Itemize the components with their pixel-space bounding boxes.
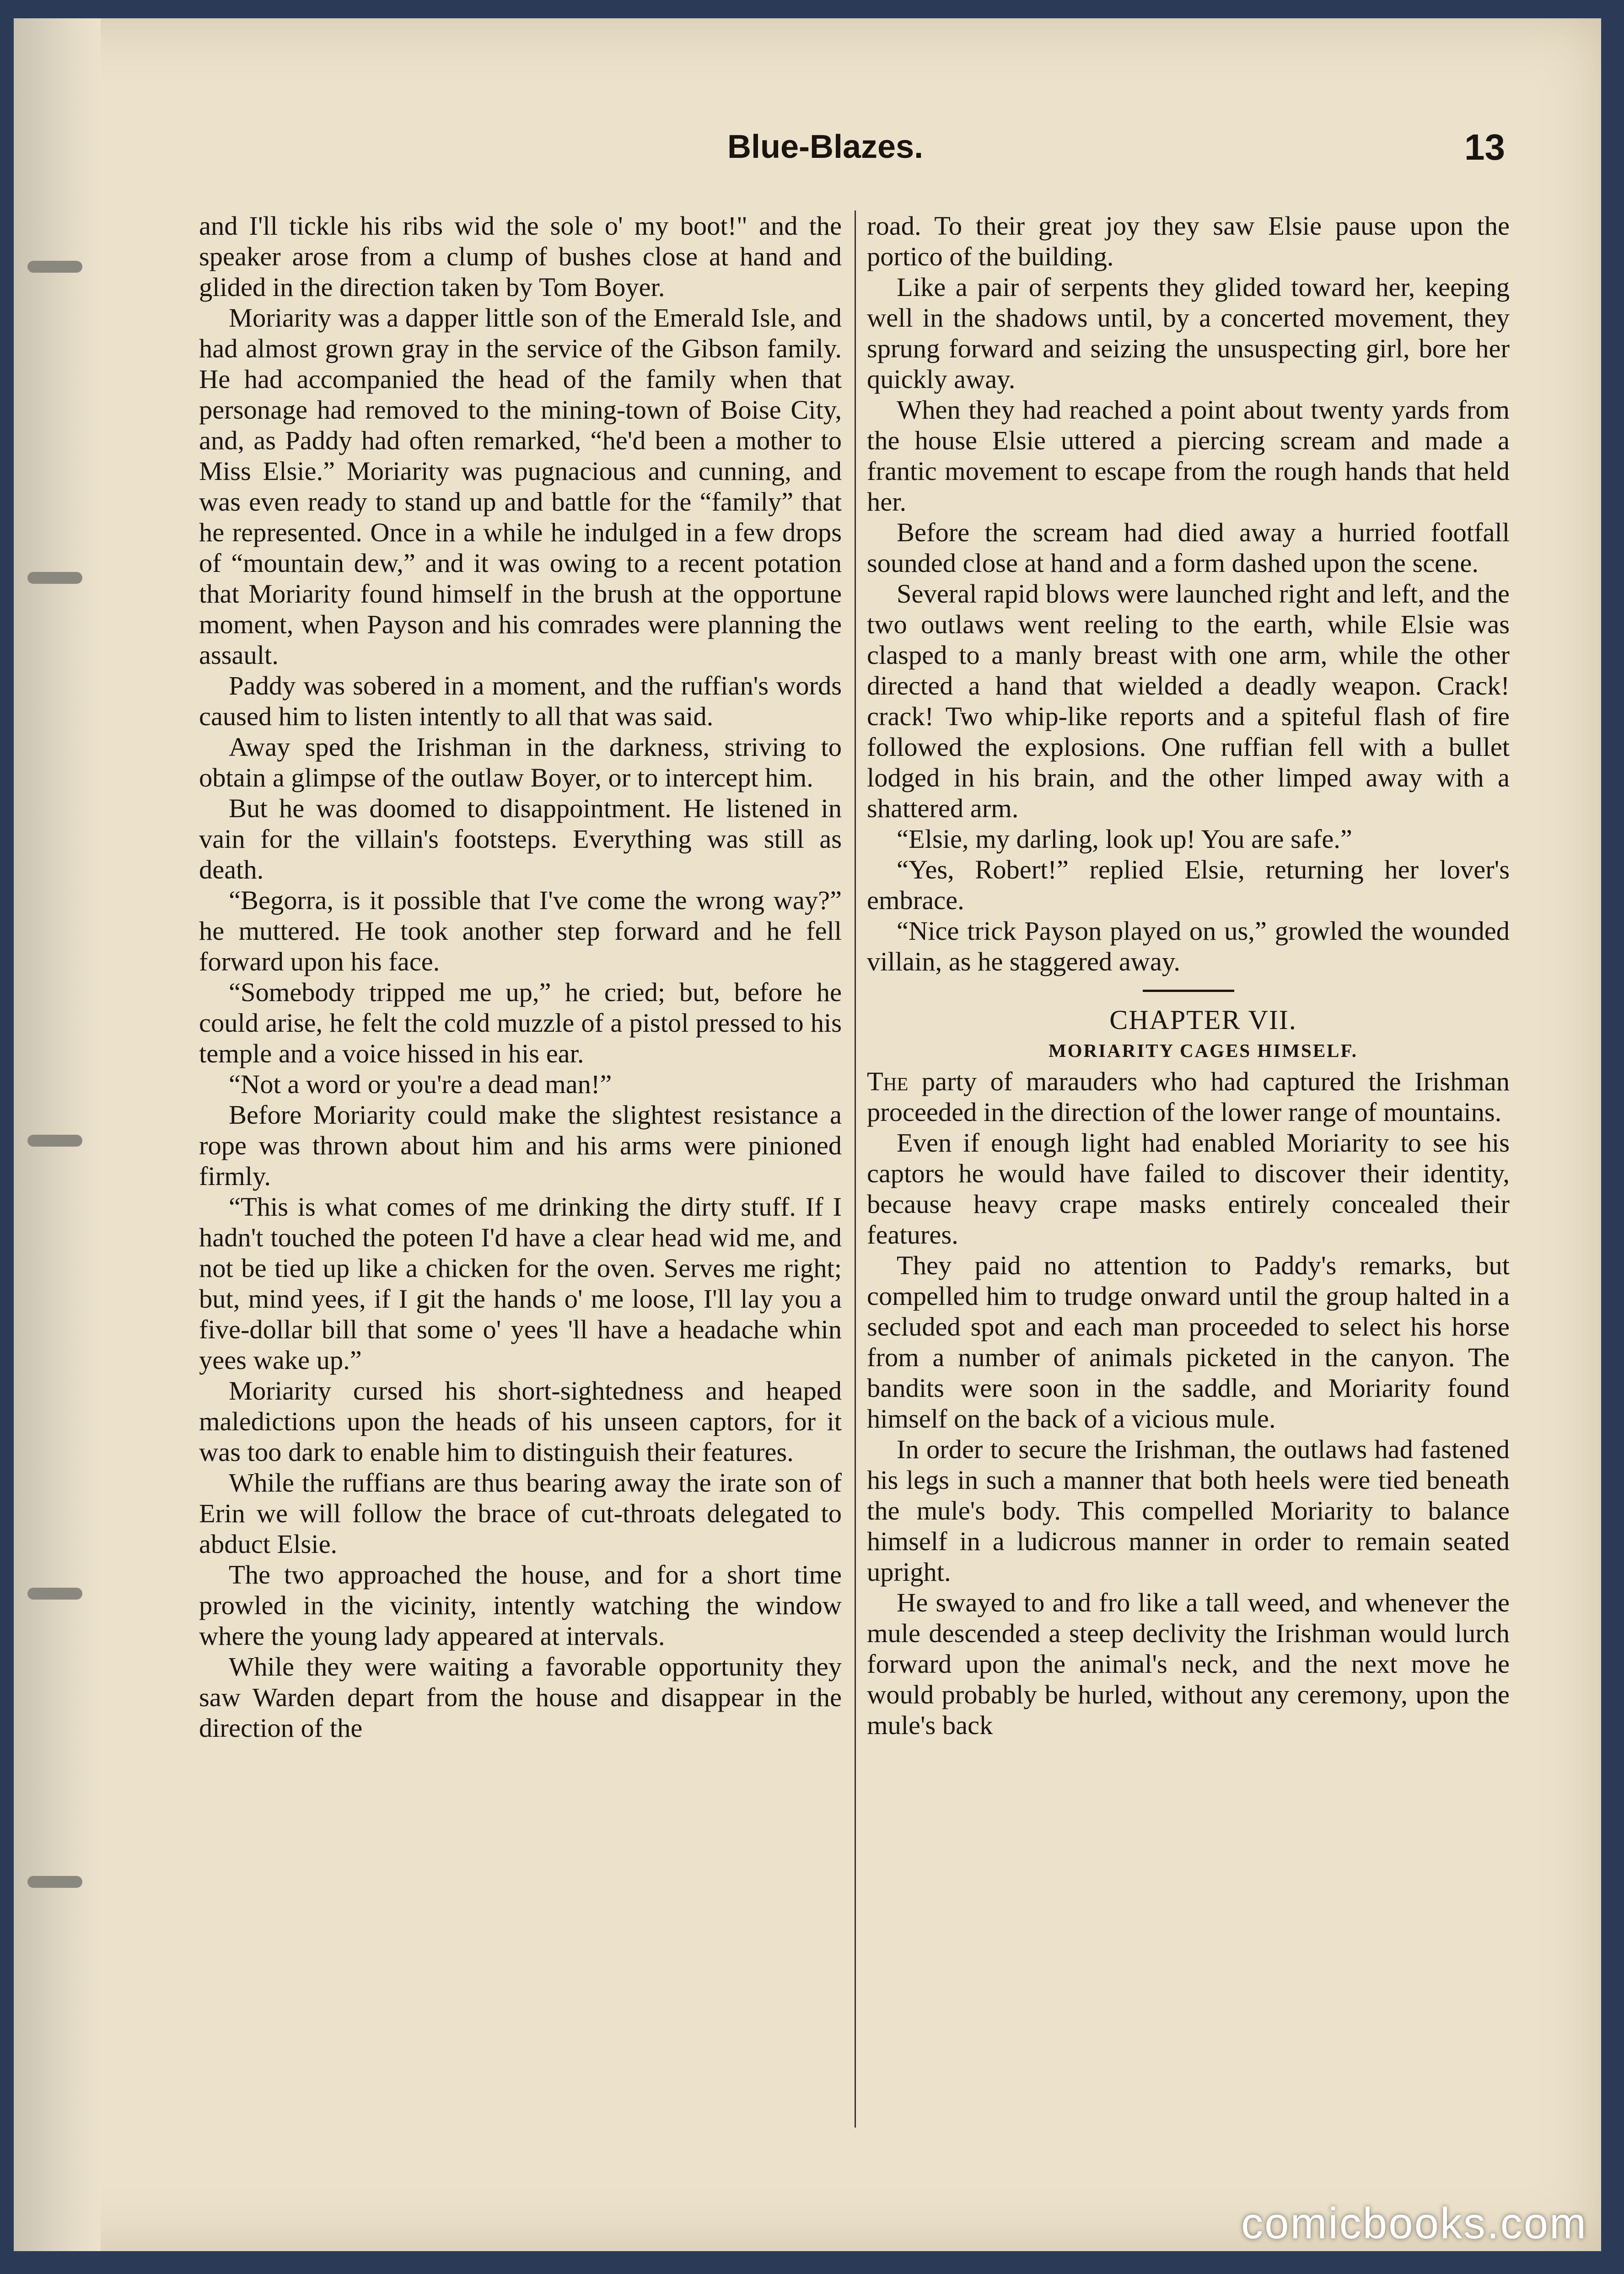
binding-gutter xyxy=(14,18,101,2251)
binding-stitch xyxy=(27,572,82,584)
right-text-column xyxy=(867,210,1510,2173)
paragraph: In order to secure the Irishman, the outlaws had fastened his legs in such a manner that both heels were tied beneath the mule's body. This compelled Moriarity to balance himself in a ludicrous manner in order to remain seated upright. xyxy=(867,1434,1510,1587)
paragraph: “Somebody tripped me up,” he cried; but, before he could arise, he felt the cold muzzle of a pistol pressed to his temple and a voice hissed in his ear. xyxy=(199,977,842,1068)
paragraph: While the ruffians are thus bearing away the irate son of Erin we will follow the brace of cut-throats delegated to abduct Elsie. xyxy=(199,1468,842,1559)
section-rule xyxy=(1143,990,1234,992)
paragraph: They paid no attention to Paddy's remarks, but compelled him to trudge onward until the group halted in a secluded spot and each man proceeded to select his horse from a number of animals picketed in the canyon. The bandits were soon in the saddle, and Moriarity found himself on the back of a vicious mule. xyxy=(867,1250,1510,1433)
book-page xyxy=(14,18,1601,2251)
column-divider xyxy=(855,210,856,2128)
right-column-lower-text xyxy=(867,1127,1510,1741)
paragraph: Moriarity cursed his short-sightedness and heaped maledictions upon the heads of his unseen captors, for it was too dark to enable him to distinguish their features. xyxy=(199,1376,842,1467)
left-text-column xyxy=(199,210,842,2173)
paragraph: Away sped the Irishman in the darkness, striving to obtain a glimpse of the outlaw Boyer, or to intercept him. xyxy=(199,732,842,792)
opening-text: party of marauders who had captured the Irishman proceeded in the direction of the lower range of mountains. xyxy=(867,1067,1510,1127)
paragraph: road. To their great joy they saw Elsie pause upon the portico of the building. xyxy=(867,211,1510,271)
paragraph: Paddy was sobered in a moment, and the ruffian's words caused him to listen intently to all that was said. xyxy=(199,671,842,731)
paragraph: The two approached the house, and for a short time prowled in the vicinity, intently watching the window where the young lady appeared at intervals. xyxy=(199,1560,842,1651)
paragraph: He swayed to and fro like a tall weed, and whenever the mule descended a steep declivity the Irishman would lurch forward upon the animal's neck, and the next move he would probably be hurled, without any ceremony, upon the mule's back xyxy=(867,1588,1510,1740)
chapter-title: CHAPTER VII. xyxy=(1109,1005,1297,1035)
chapter-opening-paragraph xyxy=(867,1066,1510,1127)
paragraph: But he was doomed to disappointment. He listened in vain for the villain's footsteps. Everything was still as death. xyxy=(199,793,842,884)
paragraph: Even if enough light had enabled Moriarity to see his captors he would have failed to discover their identity, because heavy crape masks entirely concealed their features. xyxy=(867,1128,1510,1250)
paragraph: When they had reached a point about twenty yards from the house Elsie uttered a piercing scream and made a frantic movement to escape from the rough hands that held her. xyxy=(867,395,1510,517)
paragraph: Moriarity was a dapper little son of the Emerald Isle, and had almost grown gray in the service of the Gibson family. He had accompanied the head of the family when that personage had removed to the mining-town of Boise City, and, as Paddy had often remarked, “he'd been a mother to Miss Elsie.” Moriarity was pugnacious and cunning, and was even ready to stand up and battle for the “family” that he represented. Once in a while he indulged in a few drops of “mountain dew,” and it was owing to a recent potation that Moriarity found himself in the brush at the opportune moment, when Payson and his comrades were planning the assault. xyxy=(199,303,842,670)
binding-stitch xyxy=(27,1876,82,1888)
paragraph: “Yes, Robert!” replied Elsie, returning her lover's embrace. xyxy=(867,855,1510,915)
chapter-subtitle: MORIARITY CAGES HIMSELF. xyxy=(1048,1040,1358,1061)
paragraph: While they were waiting a favorable opportunity they saw Warden depart from the house and disappear in the direction of the xyxy=(199,1652,842,1743)
binding-stitch xyxy=(27,261,82,273)
paragraph: “Nice trick Payson played on us,” growled the wounded villain, as he staggered away. xyxy=(867,916,1510,976)
paragraph: and I'll tickle his ribs wid the sole o' my boot!" and the speaker arose from a clump of bushes close at hand and glided in the direction taken by Tom Boyer. xyxy=(199,211,842,302)
running-header xyxy=(727,128,1505,178)
page-number: 13 xyxy=(1464,127,1505,167)
paragraph: Before Moriarity could make the slightest resistance a rope was thrown about him and his arms were pinioned firmly. xyxy=(199,1100,842,1191)
binding-stitch xyxy=(27,1588,82,1600)
watermark-logo: comicbooks.com xyxy=(1241,2199,1587,2248)
paragraph: Several rapid blows were launched right and left, and the two outlaws went reeling to the earth, while Elsie was clasped to a manly breast with one arm, while the other directed a hand that wielded a deadly weapon. Crack! crack! Two whip-like reports and a spiteful flash of fire followed the explosions. One ruffian fell with a bullet lodged in his brain, and the other limped away with a shattered arm. xyxy=(867,579,1510,823)
binding-stitch xyxy=(27,1135,82,1147)
running-title: Blue-Blazes. xyxy=(727,129,924,165)
paragraph: “This is what comes of me drinking the dirty stuff. If I hadn't touched the poteen I'd have a clear head wid me, and not be tied up like a chicken for the oven. Serves me right; but, mind yees, if I git the hands o' me loose, I'll lay you a five-dollar bill that some o' yees 'll have a headache whin yees wake up.” xyxy=(199,1192,842,1375)
paragraph: “Begorra, is it possible that I've come the wrong way?” he muttered. He took another step forward and he fell forward upon his face. xyxy=(199,885,842,976)
paragraph: “Elsie, my darling, look up! You are safe.” xyxy=(897,824,1352,854)
paragraph: Like a pair of serpents they glided toward her, keeping well in the shadows until, by a concerted movement, they sprung forward and seizing the unsuspecting girl, bore her quickly away. xyxy=(867,272,1510,394)
right-column-upper-text xyxy=(867,210,1510,977)
opening-word: The xyxy=(867,1067,909,1096)
paragraph: Before the scream had died away a hurried footfall sounded close at hand and a form dashed upon the scene. xyxy=(867,517,1510,578)
paragraph: “Not a word or you're a dead man!” xyxy=(229,1069,612,1099)
